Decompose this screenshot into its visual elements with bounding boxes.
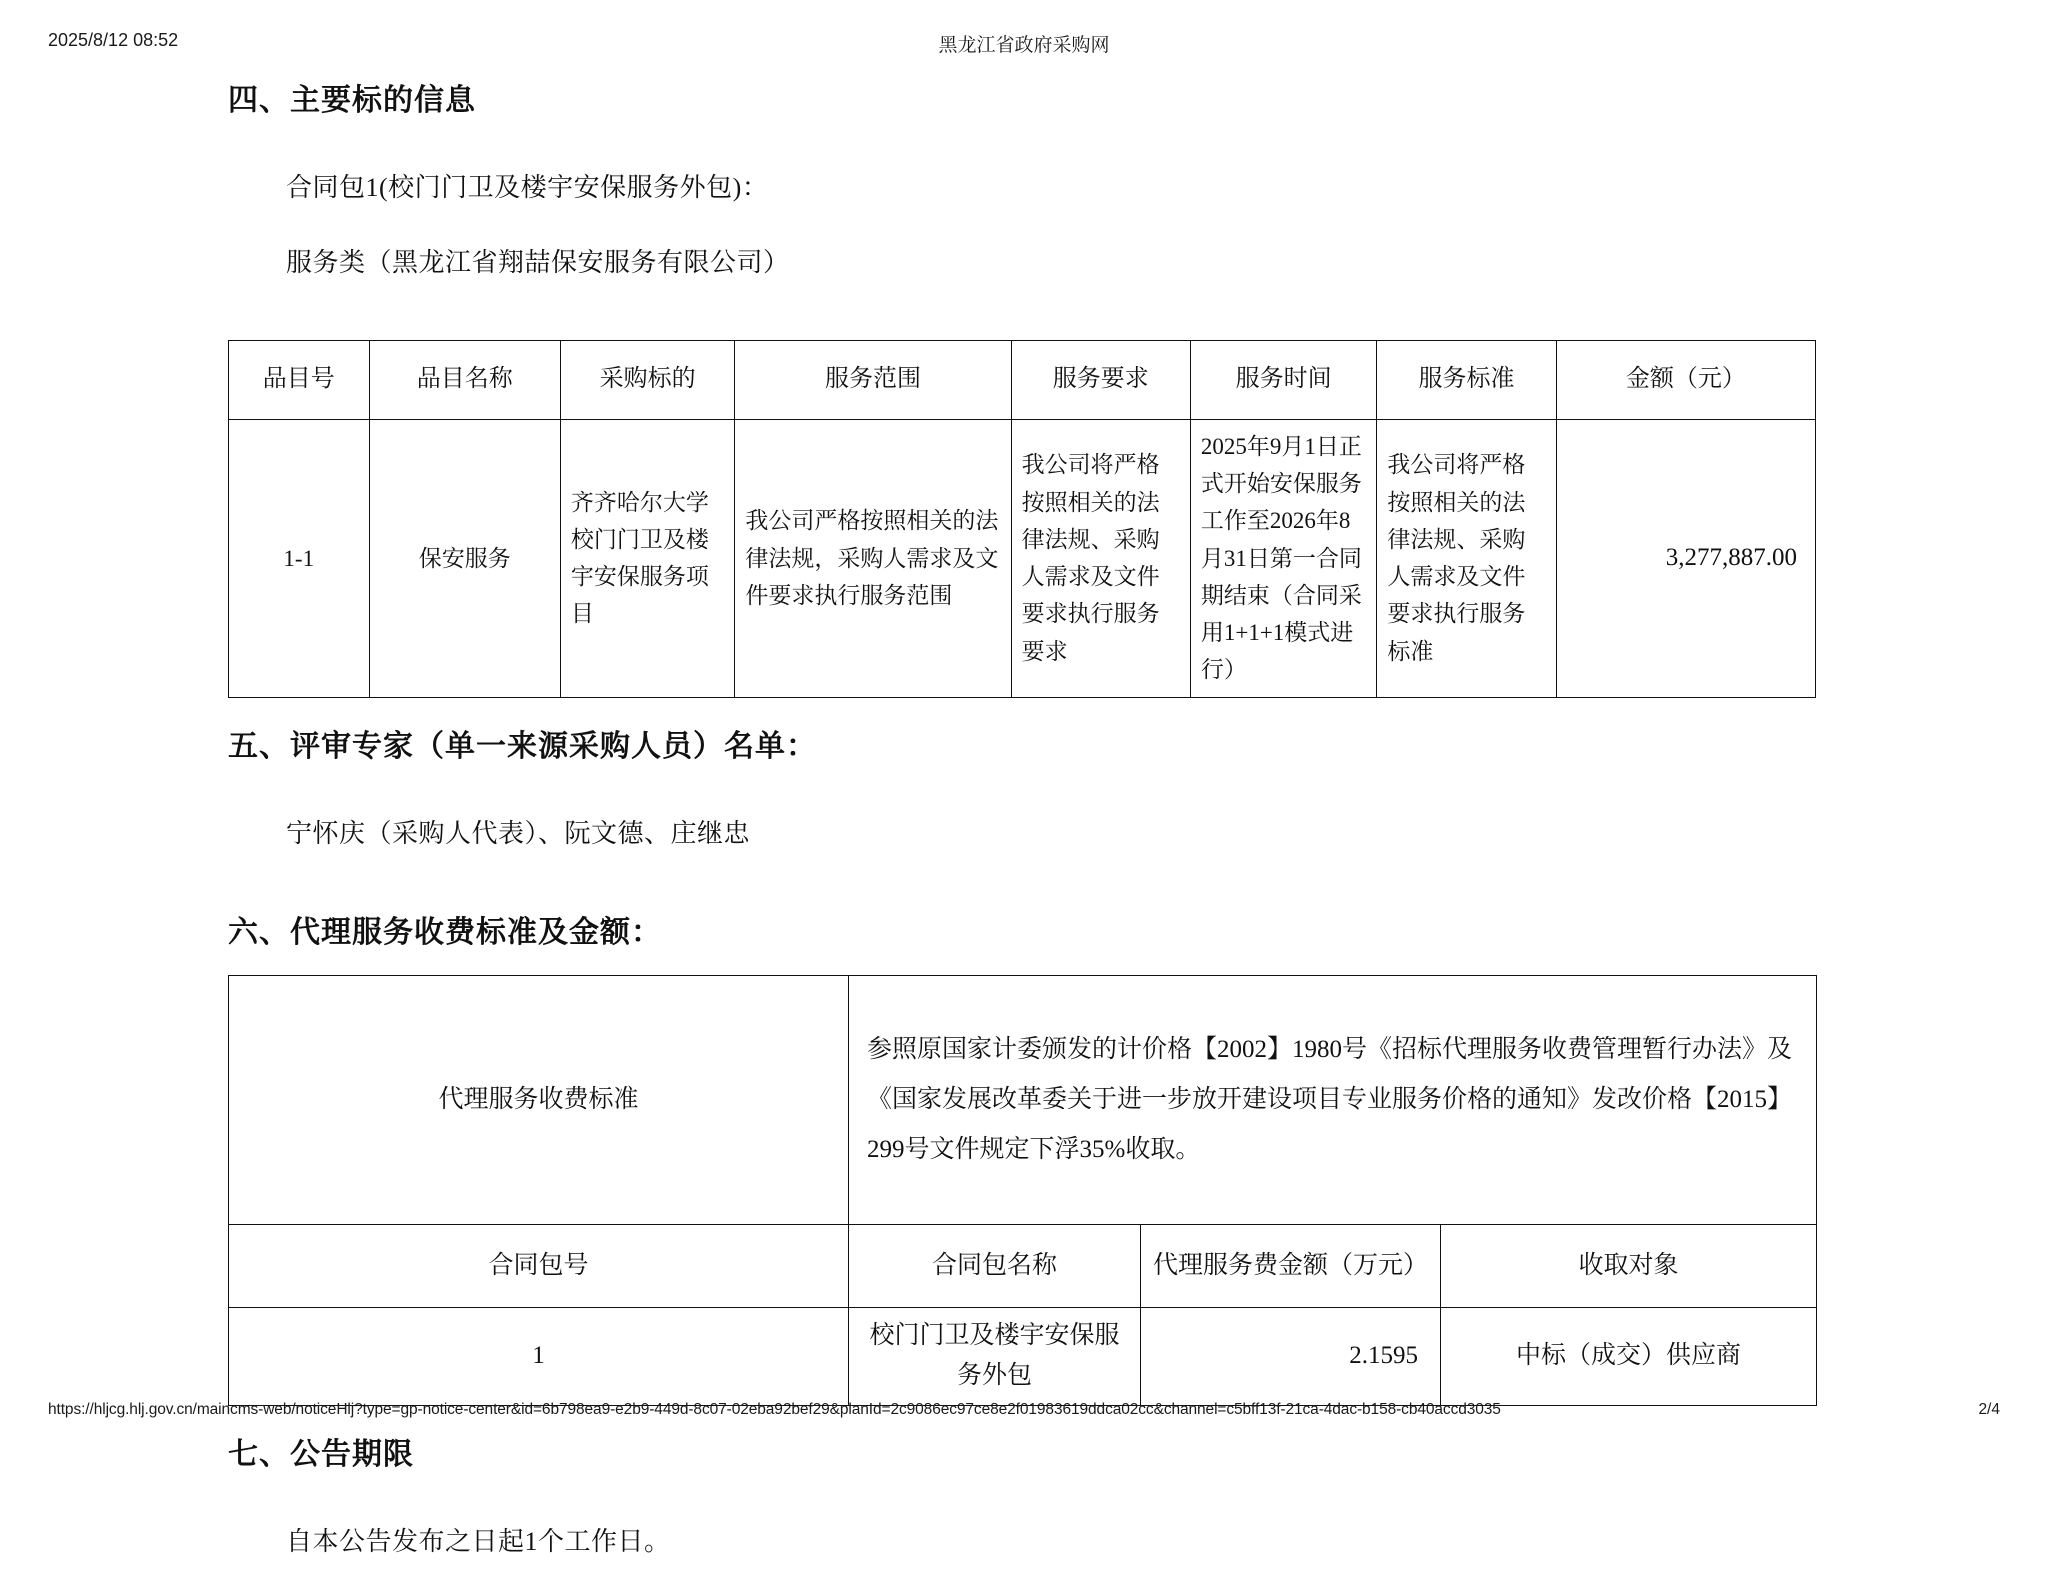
- section-title-seven: 七、公告期限: [228, 1437, 414, 1471]
- source-url: https://hljcg.hlj.gov.cn/maincms-web/noticeHlj?type=gp-notice-center&id=6b798ea9-e2b9-449d-8c07-02eba92bef29&planId=2c9086ec97ce8e2f01983619ddca02cc&channel=c5bff13f-21ca-4dac-b158-cb40accd3035: [48, 1401, 1501, 1418]
- cell-package-name: 校门门卫及楼宇安保服务外包: [849, 1307, 1141, 1405]
- cell-scope: 我公司严格按照相关的法律法规，采购人需求及文件要求执行服务范围: [735, 419, 1011, 697]
- section-title-six: 六、代理服务收费标准及金额：: [228, 915, 662, 949]
- print-footer: [0, 1401, 2048, 1425]
- announcement-period-line: 自本公告发布之日起1个工作日。: [286, 1526, 671, 1556]
- th-time: 服务时间: [1190, 340, 1377, 419]
- cell-package-no: 1: [229, 1307, 849, 1405]
- cell-item-no: 1-1: [229, 419, 370, 697]
- service-category-line: 服务类（黑龙江省翔喆保安服务有限公司）: [286, 248, 790, 278]
- th-standard: 服务标准: [1377, 340, 1556, 419]
- th-item-no: 品目号: [229, 340, 370, 419]
- th-fee-amount: 代理服务费金额（万元）: [1141, 1224, 1441, 1307]
- cell-item-name: 保安服务: [369, 419, 560, 697]
- th-requirement: 服务要求: [1011, 340, 1190, 419]
- cell-target: 齐齐哈尔大学校门门卫及楼宇安保服务项目: [560, 419, 734, 697]
- table-row: [229, 1307, 1817, 1405]
- section-title-four: 四、主要标的信息: [228, 84, 476, 117]
- cell-standard: 我公司将严格按照相关的法律法规、采购人需求及文件要求执行服务标准: [1377, 419, 1556, 697]
- table-row: [229, 419, 1816, 697]
- cell-requirement: 我公司将严格按照相关的法律法规、采购人需求及文件要求执行服务要求: [1011, 419, 1190, 697]
- cell-payer: 中标（成交）供应商: [1441, 1307, 1817, 1405]
- fee-standard-row: [229, 975, 1817, 1224]
- fee-standard-text: 参照原国家计委颁发的计价格【2002】1980号《招标代理服务收费管理暂行办法》及《国家发展改革委关于进一步放开建设项目专业服务价格的通知》发改价格【2015】299号文件规定下浮35%收取。: [849, 975, 1817, 1224]
- expert-name-list: 宁怀庆（采购人代表）、阮文德、庄继忠: [286, 818, 751, 848]
- site-name: 黑龙江省政府采购网: [938, 35, 1110, 56]
- fee-standard-label: 代理服务收费标准: [229, 975, 849, 1224]
- th-scope: 服务范围: [735, 340, 1011, 419]
- page-number: 2/4: [1978, 1401, 2000, 1418]
- contract-package-line: 合同包1(校门门卫及楼宇安保服务外包)：: [286, 173, 769, 202]
- th-package-name: 合同包名称: [849, 1224, 1141, 1307]
- agency-fee-table: [228, 975, 1817, 1406]
- cell-time: 2025年9月1日正式开始安保服务工作至2026年8月31日第一合同期结束（合同采用1+1+1模式进行）: [1190, 419, 1377, 697]
- th-target: 采购标的: [560, 340, 734, 419]
- main-goods-table: [228, 340, 1816, 698]
- document-body: [0, 78, 2048, 1592]
- table-header-row: [229, 340, 1816, 419]
- cell-fee-amount: 2.1595: [1141, 1307, 1441, 1405]
- th-item-name: 品目名称: [369, 340, 560, 419]
- th-package-no: 合同包号: [229, 1224, 849, 1307]
- th-amount: 金额（元）: [1556, 340, 1815, 419]
- section-title-five: 五、评审专家（单一来源采购人员）名单：: [228, 729, 817, 763]
- print-date: 2025/8/12 08:52: [48, 30, 179, 50]
- print-header: [0, 30, 2048, 56]
- th-payer: 收取对象: [1441, 1224, 1817, 1307]
- fee-header-row: [229, 1224, 1817, 1307]
- cell-amount: 3,277,887.00: [1556, 419, 1815, 697]
